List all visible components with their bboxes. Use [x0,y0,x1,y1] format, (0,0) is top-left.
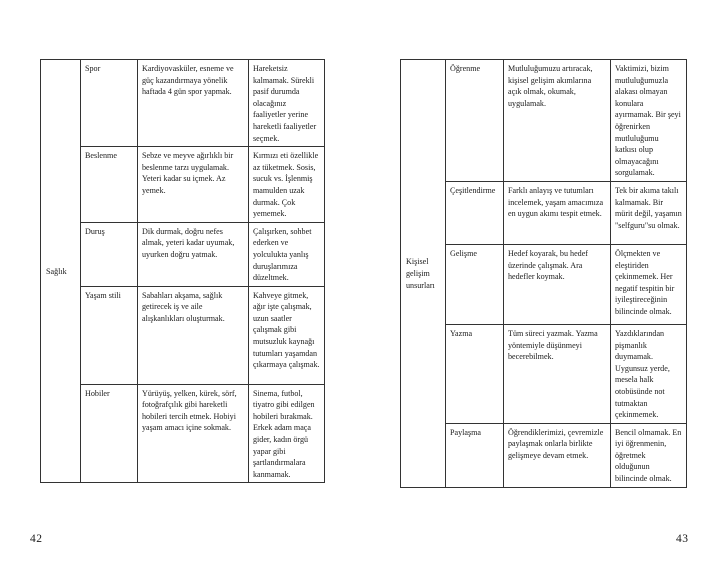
category-cell: Sağlık [41,60,81,483]
row-positive: Kardiyovasküler, esneme ve güç kazandırmaya yönelik haftada 4 gün spor yapmak. [138,60,249,147]
row-name: Hobiler [81,384,138,483]
row-positive: Öğrendiklerimizi, çevremizle paylaşmak onlarla birlikte gelişmeye devam etmek. [504,423,611,487]
row-positive: Dik durmak, doğru nefes almak, yeteri kadar uyumak, uyurken doğru yatmak. [138,222,249,286]
page-number: 42 [30,533,43,545]
health-table [40,59,325,483]
row-name: Öğrenme [446,60,504,182]
row-negative: Bencil olmamak. En iyi öğrenmenin, öğretmek olduğunun bilincinde olmak. [611,423,687,487]
row-positive: Hedef koyarak, bu hedef üzerinde çalışmak. Ara hedefler koymak. [504,244,611,324]
row-negative: Yazdıklarından pişmanlık duymamak. Uygunsuz yerde, mesela halk otobüsünde not tutmaktan çekinmemek. [611,324,687,423]
right-page [364,0,728,567]
table-row [41,147,325,223]
table-row [41,60,325,147]
row-name: Gelişme [446,244,504,324]
row-positive: Mutluluğumuzu artıracak, kişisel gelişim akımlarına açık olmak, okumak, uygulamak. [504,60,611,182]
table-row [401,60,687,182]
table-row [41,222,325,286]
row-name: Spor [81,60,138,147]
row-name: Yazma [446,324,504,423]
personal-development-table [400,59,687,488]
row-positive: Sabahları akşama, sağlık getirecek iş ve aile alışkanlıkları oluşturmak. [138,286,249,384]
row-negative: Kahveye gitmek, ağır işte çalışmak, uzun saatler çalışmak gibi mutsuzluk kaynağı tutumları yaşamdan çıkarmaya çalışmak. [249,286,325,384]
table-row [41,384,325,483]
row-positive: Yürüyüş, yelken, kürek, sörf, fotoğrafçılık gibi hareketli hobileri tercih etmek. Hobiyi yaşam amacı içine sokmak. [138,384,249,483]
row-negative: Sinema, futbol, tiyatro gibi edilgen hobileri bırakmak. Erkek adam maça gider, kadın örgü yapar gibi şartlandırmalara kanmamak. [249,384,325,483]
page-number: 43 [676,533,689,545]
row-negative: Vaktimizi, bizim mutluluğumuzla alakası olmayan konulara ayırmamak. Bir şeyi öğrenirken mutluluğumu katkısı olup olmayacağını sorgulamak. [611,60,687,182]
row-positive: Farklı anlayış ve tutumları incelemek, yaşam amacımıza en uygun akımı tespit etmek. [504,181,611,244]
row-negative: Çalışırken, sohbet ederken ve yolculukta yanlış duruşlarımıza düzeltmek. [249,222,325,286]
row-name: Yaşam stili [81,286,138,384]
row-name: Paylaşma [446,423,504,487]
row-negative: Kırmızı eti özellikle az tüketmek. Sosis, sucuk vs. İşlenmiş mamulden uzak durmak. Çok yememek. [249,147,325,223]
row-negative: Ölçmekten ve eleştiriden çekinmemek. Her negatif tespitin bir iyileştireceğinin bilincinde olmak. [611,244,687,324]
category-text: Kişisel gelişim unsurları [406,257,435,290]
row-name: Duruş [81,222,138,286]
row-name: Çeşitlendirme [446,181,504,244]
category-cell [401,60,446,488]
row-negative: Hareketsiz kalmamak. Sürekli pasif durumda olacağınız faaliyetler yerine hareketli faaliyetler seçmek. [249,60,325,147]
row-name: Beslenme [81,147,138,223]
row-positive: Sebze ve meyve ağırlıklı bir beslenme tarzı uygulamak. Yeteri kadar su içmek. Az yemek. [138,147,249,223]
row-positive: Tüm süreci yazmak. Yazma yöntemiyle düşünmeyi becerebilmek. [504,324,611,423]
row-negative: Tek bir akıma takılı kalmamak. Bir mürit değil, yaşamın "selfguru"su olmak. [611,181,687,244]
table-row [41,286,325,384]
